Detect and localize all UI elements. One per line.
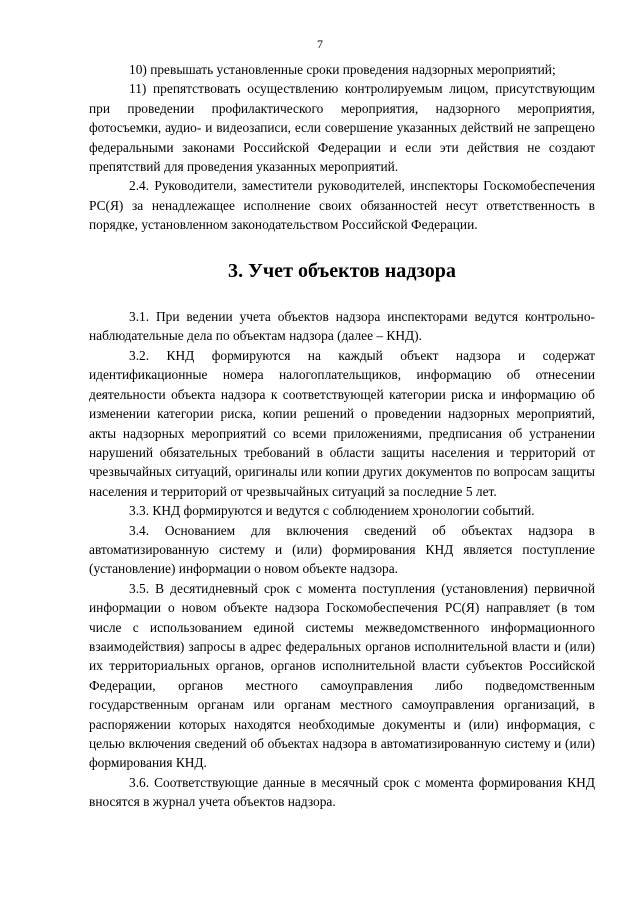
clause-3-2: 3.2. КНД формируются на каждый объект надзора и содержат идентификационные номера налогоплательщиков, информацию об отнесении деятельности объекта надзора к соответствующей категории риска и информацию об изменении категории риска, копии решений о проведении надзорных мероприятий, акты надзорных мероприятий со всеми приложениями, предписания об устранении нарушений обязательных требований в области защиты населения и территорий от чрезвычайных ситуаций, оригиналы или копии других документов по вопросам защиты населения и территорий от чрезвычайных ситуаций за последние 5 лет.: [89, 347, 595, 499]
list-item-10: 10) превышать установленные сроки проведения надзорных мероприятий;: [129, 62, 556, 77]
section-3-heading: 3. Учет объектов надзора: [228, 259, 456, 282]
clause-3-5: 3.5. В десятидневный срок с момента поступления (установления) первичной информации о новом объекте надзора Госкомобеспечения РС(Я) направляет (в том числе с использованием единой системы межведомственного информационного взаимодействия) запросы в адрес федеральных органов исполнительной власти и (или) их территориальных органов, органов исполнительной власти субъектов Российской Федерации, органов местного самоуправления либо подведомственным государственным органам или органам местного самоуправления организаций, в распоряжении которых находятся необходимые документы и (или) информация, с целью включения сведений об объектах надзора в автоматизированную систему и (или) формирования КНД.: [89, 580, 595, 771]
document-body: [89, 60, 595, 812]
prohibitions-list-continuation: [89, 60, 595, 176]
page-number: 7: [317, 37, 323, 51]
clause-3-6: 3.6. Соответствующие данные в месячный срок с момента формирования КНД вносятся в журнал учета объектов надзора.: [89, 774, 595, 810]
clause-3-3: 3.3. КНД формируются и ведутся с соблюдением хронологии событий.: [129, 503, 535, 519]
clause-3-1: 3.1. При ведении учета объектов надзора инспекторами ведутся контрольно-наблюдательные дела по объектам надзора (далее – КНД).: [89, 309, 595, 344]
section-3-body: [89, 307, 595, 812]
clause-2-4: 2.4. Руководители, заместители руководителей, инспекторы Госкомобеспечения РС(Я) за ненадлежащее исполнение своих обязанностей несут ответственность в порядке, установленном законодательством Российской Федерации.: [89, 178, 595, 233]
clause-3-4: 3.4. Основанием для включения сведений об объектах надзора в автоматизированную систему и (или) формирования КНД является поступление (установление) информации о новом объекте надзора.: [89, 522, 595, 577]
list-item-11: 11) препятствовать осуществлению контролируемым лицом, присутствующим при проведении профилактического мероприятия, надзорного мероприятия, фотосъемки, аудио- и видеозаписи, если совершение указанных действий не запрещено федеральными законами Российской Федерации и если эти действия не создают препятствий для проведения указанных мероприятий.: [89, 81, 595, 175]
